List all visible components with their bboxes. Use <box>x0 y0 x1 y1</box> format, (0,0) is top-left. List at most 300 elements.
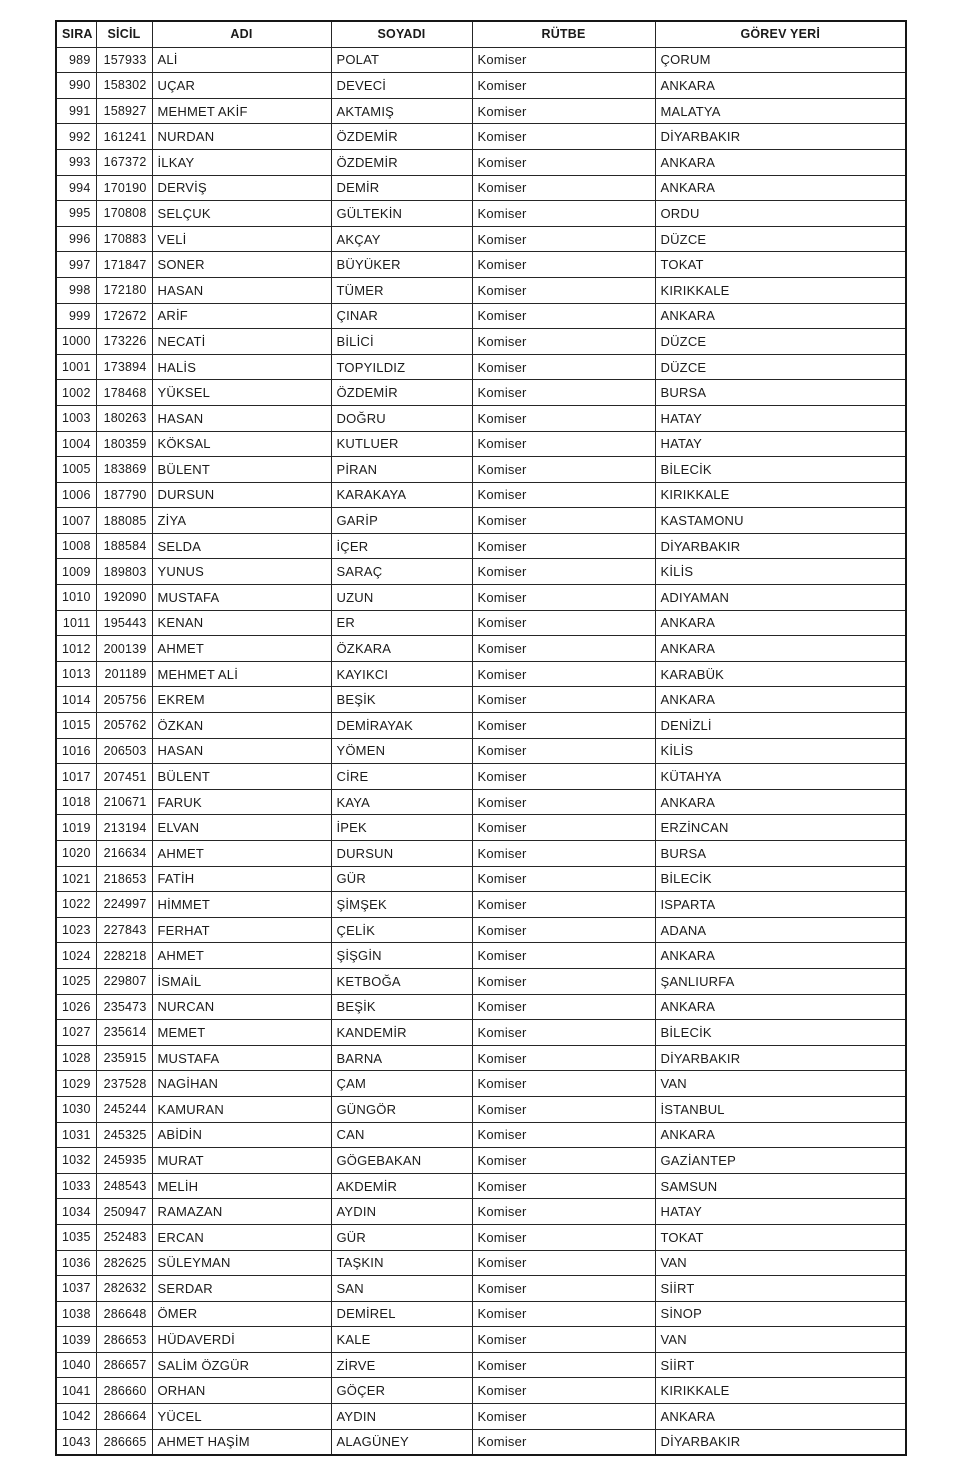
table-cell: DÜZCE <box>655 226 906 252</box>
table-cell: 1018 <box>56 789 96 815</box>
table-cell: 158302 <box>96 73 152 99</box>
table-cell: ALİ <box>152 47 331 73</box>
table-cell: HATAY <box>655 431 906 457</box>
table-cell: 1009 <box>56 559 96 585</box>
table-cell: 286653 <box>96 1327 152 1353</box>
column-header-rutbe: RÜTBE <box>472 21 655 47</box>
table-cell: 1039 <box>56 1327 96 1353</box>
table-cell: AKDEMİR <box>331 1173 472 1199</box>
table-row <box>56 1148 906 1174</box>
table-cell: 252483 <box>96 1224 152 1250</box>
table-cell: PİRAN <box>331 457 472 483</box>
table-cell: Komiser <box>472 277 655 303</box>
table-row <box>56 1173 906 1199</box>
table-cell: Komiser <box>472 1224 655 1250</box>
table-cell: Komiser <box>472 201 655 227</box>
table-cell: 1003 <box>56 405 96 431</box>
table-row <box>56 738 906 764</box>
table-cell: ZİYA <box>152 508 331 534</box>
table-cell: MEMET <box>152 1020 331 1046</box>
table-cell: 1042 <box>56 1404 96 1430</box>
table-cell: Komiser <box>472 713 655 739</box>
table-cell: Komiser <box>472 815 655 841</box>
personnel-table <box>55 20 907 1456</box>
table-cell: DOĞRU <box>331 405 472 431</box>
table-cell: ŞANLIURFA <box>655 968 906 994</box>
table-cell: Komiser <box>472 1276 655 1302</box>
table-cell: ADANA <box>655 917 906 943</box>
table-cell: GÜR <box>331 866 472 892</box>
table-cell: 1001 <box>56 354 96 380</box>
table-cell: 1029 <box>56 1071 96 1097</box>
table-cell: Komiser <box>472 1199 655 1225</box>
table-cell: Komiser <box>472 1301 655 1327</box>
table-cell: YÜCEL <box>152 1404 331 1430</box>
table-cell: 170808 <box>96 201 152 227</box>
table-cell: 990 <box>56 73 96 99</box>
table-cell: 237528 <box>96 1071 152 1097</box>
table-cell: ELVAN <box>152 815 331 841</box>
table-cell: Komiser <box>472 124 655 150</box>
table-row <box>56 764 906 790</box>
table-cell: 188584 <box>96 533 152 559</box>
table-cell: EKREM <box>152 687 331 713</box>
table-row <box>56 1020 906 1046</box>
table-cell: TOKAT <box>655 1224 906 1250</box>
table-cell: MELİH <box>152 1173 331 1199</box>
table-cell: KAYA <box>331 789 472 815</box>
table-cell: SİNOP <box>655 1301 906 1327</box>
table-cell: 173894 <box>96 354 152 380</box>
table-cell: Komiser <box>472 917 655 943</box>
table-cell: SELDA <box>152 533 331 559</box>
table-cell: SİİRT <box>655 1276 906 1302</box>
table-cell: Komiser <box>472 533 655 559</box>
table-cell: AHMET HAŞİM <box>152 1429 331 1455</box>
table-cell: YUNUS <box>152 559 331 585</box>
table-row <box>56 431 906 457</box>
table-cell: 1016 <box>56 738 96 764</box>
column-header-gorev-yeri: GÖREV YERİ <box>655 21 906 47</box>
table-cell: 997 <box>56 252 96 278</box>
table-cell: Komiser <box>472 1020 655 1046</box>
table-cell: ORDU <box>655 201 906 227</box>
table-cell: 189803 <box>96 559 152 585</box>
table-cell: TAŞKIN <box>331 1250 472 1276</box>
table-cell: 1012 <box>56 636 96 662</box>
table-cell: 1007 <box>56 508 96 534</box>
table-cell: 286664 <box>96 1404 152 1430</box>
table-cell: ŞİMŞEK <box>331 892 472 918</box>
table-cell: 1034 <box>56 1199 96 1225</box>
table-row <box>56 252 906 278</box>
table-cell: 1006 <box>56 482 96 508</box>
table-cell: 245325 <box>96 1122 152 1148</box>
table-row <box>56 1301 906 1327</box>
table-cell: 282625 <box>96 1250 152 1276</box>
table-cell: 1000 <box>56 329 96 355</box>
table-cell: 173226 <box>96 329 152 355</box>
table-cell: DEMİRAYAK <box>331 713 472 739</box>
table-cell: Komiser <box>472 252 655 278</box>
table-cell: 286660 <box>96 1378 152 1404</box>
table-cell: GÜNGÖR <box>331 1096 472 1122</box>
table-cell: HİMMET <box>152 892 331 918</box>
table-cell: İÇER <box>331 533 472 559</box>
table-row <box>56 943 906 969</box>
table-cell: DİYARBAKIR <box>655 124 906 150</box>
table-cell: ÖZDEMİR <box>331 380 472 406</box>
table-cell: ÖMER <box>152 1301 331 1327</box>
table-cell: Komiser <box>472 636 655 662</box>
table-cell: 201189 <box>96 661 152 687</box>
table-cell: 1026 <box>56 994 96 1020</box>
table-cell: 180359 <box>96 431 152 457</box>
table-cell: 1024 <box>56 943 96 969</box>
table-cell: 200139 <box>96 636 152 662</box>
table-cell: ISPARTA <box>655 892 906 918</box>
table-row <box>56 636 906 662</box>
table-body <box>56 47 906 1455</box>
table-cell: 248543 <box>96 1173 152 1199</box>
table-cell: DENİZLİ <box>655 713 906 739</box>
table-cell: 998 <box>56 277 96 303</box>
table-cell: DURSUN <box>331 841 472 867</box>
table-cell: DÜZCE <box>655 354 906 380</box>
table-cell: SİİRT <box>655 1352 906 1378</box>
table-cell: DİYARBAKIR <box>655 1045 906 1071</box>
table-cell: 172180 <box>96 277 152 303</box>
table-cell: Komiser <box>472 1250 655 1276</box>
table-cell: BÜLENT <box>152 457 331 483</box>
table-row <box>56 661 906 687</box>
table-cell: ANKARA <box>655 610 906 636</box>
table-cell: HASAN <box>152 405 331 431</box>
table-cell: ER <box>331 610 472 636</box>
table-cell: ANKARA <box>655 994 906 1020</box>
table-cell: 1028 <box>56 1045 96 1071</box>
table-cell: MALATYA <box>655 98 906 124</box>
table-row <box>56 354 906 380</box>
table-row <box>56 149 906 175</box>
table-row <box>56 789 906 815</box>
table-cell: 1038 <box>56 1301 96 1327</box>
table-cell: ANKARA <box>655 943 906 969</box>
table-cell: İSMAİL <box>152 968 331 994</box>
table-row <box>56 917 906 943</box>
table-cell: Komiser <box>472 943 655 969</box>
table-cell: Komiser <box>472 149 655 175</box>
table-cell: VAN <box>655 1250 906 1276</box>
table-row <box>56 405 906 431</box>
table-cell: 1004 <box>56 431 96 457</box>
table-cell: 1031 <box>56 1122 96 1148</box>
table-cell: Komiser <box>472 175 655 201</box>
table-row <box>56 1429 906 1455</box>
table-row <box>56 533 906 559</box>
table-cell: BEŞİK <box>331 994 472 1020</box>
table-cell: AKÇAY <box>331 226 472 252</box>
table-cell: 213194 <box>96 815 152 841</box>
table-cell: DİYARBAKIR <box>655 1429 906 1455</box>
table-cell: Komiser <box>472 1071 655 1097</box>
table-row <box>56 1327 906 1353</box>
table-row <box>56 226 906 252</box>
table-cell: Komiser <box>472 1352 655 1378</box>
table-cell: UZUN <box>331 585 472 611</box>
table-row <box>56 687 906 713</box>
table-cell: MEHMET AKİF <box>152 98 331 124</box>
table-row <box>56 73 906 99</box>
table-cell: BURSA <box>655 841 906 867</box>
table-cell: Komiser <box>472 98 655 124</box>
table-cell: FARUK <box>152 789 331 815</box>
table-cell: BİLECİK <box>655 457 906 483</box>
table-cell: Komiser <box>472 585 655 611</box>
table-cell: MUSTAFA <box>152 1045 331 1071</box>
table-cell: ÇORUM <box>655 47 906 73</box>
table-cell: ANKARA <box>655 636 906 662</box>
table-cell: ORHAN <box>152 1378 331 1404</box>
table-cell: KİLİS <box>655 559 906 585</box>
table-cell: KAYIKCI <box>331 661 472 687</box>
table-cell: Komiser <box>472 738 655 764</box>
table-cell: SONER <box>152 252 331 278</box>
table-cell: 1033 <box>56 1173 96 1199</box>
table-cell: HATAY <box>655 405 906 431</box>
table-cell: ÖZKAN <box>152 713 331 739</box>
table-cell: 180263 <box>96 405 152 431</box>
table-cell: 286648 <box>96 1301 152 1327</box>
table-cell: AYDIN <box>331 1404 472 1430</box>
table-cell: Komiser <box>472 559 655 585</box>
table-cell: 1037 <box>56 1276 96 1302</box>
table-row <box>56 98 906 124</box>
table-cell: 992 <box>56 124 96 150</box>
table-cell: TOKAT <box>655 252 906 278</box>
table-cell: Komiser <box>472 47 655 73</box>
table-cell: KANDEMİR <box>331 1020 472 1046</box>
table-cell: ADIYAMAN <box>655 585 906 611</box>
table-cell: KÖKSAL <box>152 431 331 457</box>
table-cell: Komiser <box>472 1378 655 1404</box>
table-cell: ERZİNCAN <box>655 815 906 841</box>
table-cell: AYDIN <box>331 1199 472 1225</box>
table-cell: 187790 <box>96 482 152 508</box>
table-cell: 995 <box>56 201 96 227</box>
table-cell: DEVECİ <box>331 73 472 99</box>
table-cell: 167372 <box>96 149 152 175</box>
table-cell: Komiser <box>472 73 655 99</box>
table-cell: 1036 <box>56 1250 96 1276</box>
table-cell: ŞİŞGİN <box>331 943 472 969</box>
table-cell: 227843 <box>96 917 152 943</box>
table-cell: Komiser <box>472 687 655 713</box>
table-row <box>56 124 906 150</box>
table-row <box>56 559 906 585</box>
table-cell: Komiser <box>472 303 655 329</box>
table-header-row <box>56 21 906 47</box>
table-row <box>56 1276 906 1302</box>
table-cell: HALİS <box>152 354 331 380</box>
table-cell: ARİF <box>152 303 331 329</box>
table-row <box>56 1352 906 1378</box>
table-cell: SARAÇ <box>331 559 472 585</box>
table-cell: ÇAM <box>331 1071 472 1097</box>
table-cell: Komiser <box>472 1096 655 1122</box>
table-row <box>56 994 906 1020</box>
table-cell: KALE <box>331 1327 472 1353</box>
table-cell: 1008 <box>56 533 96 559</box>
table-cell: 1015 <box>56 713 96 739</box>
table-cell: KARABÜK <box>655 661 906 687</box>
table-row <box>56 1071 906 1097</box>
table-cell: 999 <box>56 303 96 329</box>
table-cell: Komiser <box>472 380 655 406</box>
table-cell: Komiser <box>472 1404 655 1430</box>
table-cell: 188085 <box>96 508 152 534</box>
table-cell: 210671 <box>96 789 152 815</box>
table-row <box>56 1224 906 1250</box>
table-cell: Komiser <box>472 329 655 355</box>
table-row <box>56 866 906 892</box>
table-cell: 224997 <box>96 892 152 918</box>
table-cell: Komiser <box>472 764 655 790</box>
table-cell: KIRIKKALE <box>655 277 906 303</box>
table-cell: Komiser <box>472 1045 655 1071</box>
table-cell: VAN <box>655 1327 906 1353</box>
table-cell: VELİ <box>152 226 331 252</box>
table-cell: FATİH <box>152 866 331 892</box>
table-cell: DİYARBAKIR <box>655 533 906 559</box>
table-cell: BURSA <box>655 380 906 406</box>
table-cell: 993 <box>56 149 96 175</box>
table-cell: 183869 <box>96 457 152 483</box>
table-cell: İLKAY <box>152 149 331 175</box>
table-cell: 229807 <box>96 968 152 994</box>
table-cell: Komiser <box>472 1173 655 1199</box>
table-cell: Komiser <box>472 968 655 994</box>
table-row <box>56 201 906 227</box>
table-cell: CAN <box>331 1122 472 1148</box>
table-cell: SÜLEYMAN <box>152 1250 331 1276</box>
table-cell: 170883 <box>96 226 152 252</box>
table-cell: ERCAN <box>152 1224 331 1250</box>
table-cell: DURSUN <box>152 482 331 508</box>
table-cell: 178468 <box>96 380 152 406</box>
table-cell: 1021 <box>56 866 96 892</box>
table-cell: DERVİŞ <box>152 175 331 201</box>
table-cell: KIRIKKALE <box>655 1378 906 1404</box>
table-row <box>56 175 906 201</box>
table-cell: BARNA <box>331 1045 472 1071</box>
table-cell: 1002 <box>56 380 96 406</box>
table-cell: 1019 <box>56 815 96 841</box>
table-cell: ALAGÜNEY <box>331 1429 472 1455</box>
table-cell: İSTANBUL <box>655 1096 906 1122</box>
table-cell: Komiser <box>472 405 655 431</box>
table-cell: 1025 <box>56 968 96 994</box>
table-cell: SELÇUK <box>152 201 331 227</box>
table-cell: 245935 <box>96 1148 152 1174</box>
table-cell: SERDAR <box>152 1276 331 1302</box>
table-row <box>56 303 906 329</box>
table-cell: 205762 <box>96 713 152 739</box>
table-row <box>56 380 906 406</box>
table-cell: KARAKAYA <box>331 482 472 508</box>
table-cell: POLAT <box>331 47 472 73</box>
table-cell: MURAT <box>152 1148 331 1174</box>
table-cell: 206503 <box>96 738 152 764</box>
table-row <box>56 1096 906 1122</box>
table-cell: 1017 <box>56 764 96 790</box>
table-cell: YÜKSEL <box>152 380 331 406</box>
table-cell: HASAN <box>152 738 331 764</box>
table-cell: 1013 <box>56 661 96 687</box>
table-cell: DEMİR <box>331 175 472 201</box>
table-cell: UÇAR <box>152 73 331 99</box>
table-cell: Komiser <box>472 841 655 867</box>
table-cell: GÜLTEKİN <box>331 201 472 227</box>
table-cell: 1030 <box>56 1096 96 1122</box>
table-cell: KENAN <box>152 610 331 636</box>
table-cell: NAGİHAN <box>152 1071 331 1097</box>
table-cell: ANKARA <box>655 1404 906 1430</box>
table-cell: HASAN <box>152 277 331 303</box>
table-cell: Komiser <box>472 226 655 252</box>
table-cell: 207451 <box>96 764 152 790</box>
table-cell: 1041 <box>56 1378 96 1404</box>
table-row <box>56 47 906 73</box>
table-cell: Komiser <box>472 354 655 380</box>
table-cell: ÇINAR <box>331 303 472 329</box>
table-cell: 235473 <box>96 994 152 1020</box>
table-cell: NECATİ <box>152 329 331 355</box>
table-cell: 1010 <box>56 585 96 611</box>
table-cell: 1032 <box>56 1148 96 1174</box>
table-cell: 172672 <box>96 303 152 329</box>
table-cell: DÜZCE <box>655 329 906 355</box>
table-cell: BİLECİK <box>655 866 906 892</box>
table-cell: Komiser <box>472 1429 655 1455</box>
table-cell: 1011 <box>56 610 96 636</box>
table-cell: Komiser <box>472 994 655 1020</box>
table-row <box>56 713 906 739</box>
table-cell: 1027 <box>56 1020 96 1046</box>
table-cell: KÜTAHYA <box>655 764 906 790</box>
table-cell: Komiser <box>472 789 655 815</box>
table-cell: KETBOĞA <box>331 968 472 994</box>
table-cell: AKTAMIŞ <box>331 98 472 124</box>
table-cell: RAMAZAN <box>152 1199 331 1225</box>
table-cell: 195443 <box>96 610 152 636</box>
table-cell: 1005 <box>56 457 96 483</box>
table-cell: Komiser <box>472 892 655 918</box>
table-cell: 157933 <box>96 47 152 73</box>
table-cell: MUSTAFA <box>152 585 331 611</box>
table-row <box>56 610 906 636</box>
table-cell: HÜDAVERDİ <box>152 1327 331 1353</box>
table-cell: DEMİREL <box>331 1301 472 1327</box>
table-cell: 216634 <box>96 841 152 867</box>
table-row <box>56 815 906 841</box>
table-cell: Komiser <box>472 482 655 508</box>
table-row <box>56 968 906 994</box>
table-row <box>56 508 906 534</box>
table-cell: Komiser <box>472 866 655 892</box>
table-cell: BİLECİK <box>655 1020 906 1046</box>
table-cell: 228218 <box>96 943 152 969</box>
